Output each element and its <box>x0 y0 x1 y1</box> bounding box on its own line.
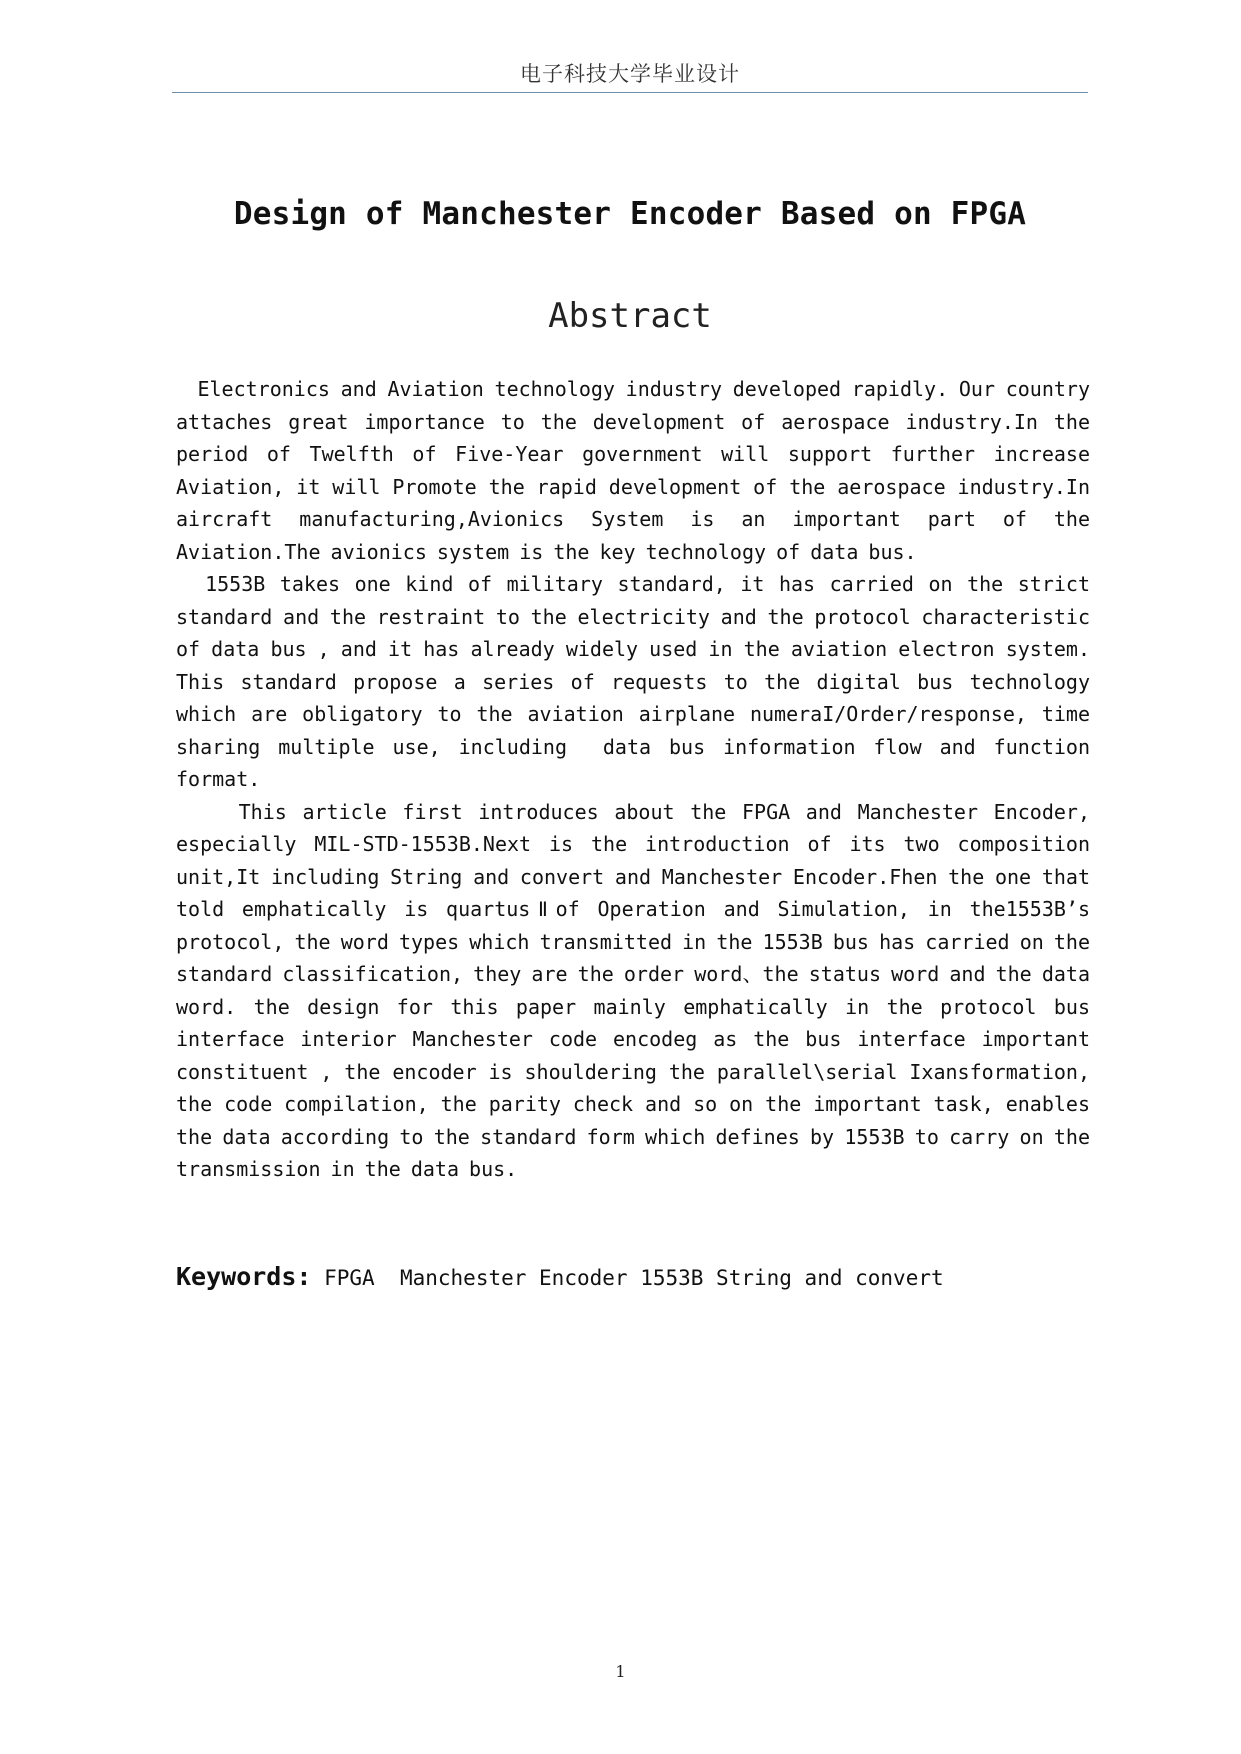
keywords-label: Keywords: <box>176 1262 312 1291</box>
page-number: 1 <box>615 1662 626 1681</box>
abstract-paragraph-3: This article first introduces about the FPGA and Manchester Encoder, especially MIL-STD-1553B.Next is the introduction of its two composition unit,It including String and convert and Manchester Encoder.Fhen the one that told emphatically is quartusⅡof Operation and Simulation, in the1553B’s protocol, the word types which transmitted in the 1553B bus has carried on the standard classification, they are the order word、the status word and the data word. the design for this paper mainly emphatically in the protocol bus interface interior Manchester code encodeg as the bus interface important constituent , the encoder is shouldering the parallel\serial Ixansformation, the code compilation, the parity check and so on the important task, enables the data according to the standard form which defines by 1553B to carry on the transmission in the data bus. <box>176 799 1101 1181</box>
keywords-line <box>176 1262 1090 1291</box>
abstract-heading: Abstract <box>548 296 712 336</box>
abstract-body <box>176 373 1101 1186</box>
header-rule <box>172 92 1088 93</box>
abstract-paragraph-2: 1553B takes one kind of military standard, it has carried on the strict standard and the restraint to the electricity and the protocol characteristic of data bus , and it has already widely used in the aviation electron system. This standard propose a series of requests to the digital bus technology which are obligatory to the aviation airplane numeraI/Order/response, time sharing multiple use, including data bus information flow and function format. <box>176 572 1101 791</box>
running-header: 电子科技大学毕业设计 <box>520 62 740 86</box>
keywords-text: FPGA Manchester Encoder 1553B String and convert <box>311 1266 944 1290</box>
abstract-paragraph-1: Electronics and Aviation technology industry developed rapidly. Our country attaches great importance to the development of aerospace industry.In the period of Twelfth of Five-Year government will support further increase Aviation, it will Promote the rapid development of the aerospace industry.In aircraft manufacturing,Avionics System is an important part of the Aviation.The avionics system is the key technology of data bus. <box>176 377 1101 564</box>
paper-title: Design of Manchester Encoder Based on FPGA <box>233 196 1027 232</box>
